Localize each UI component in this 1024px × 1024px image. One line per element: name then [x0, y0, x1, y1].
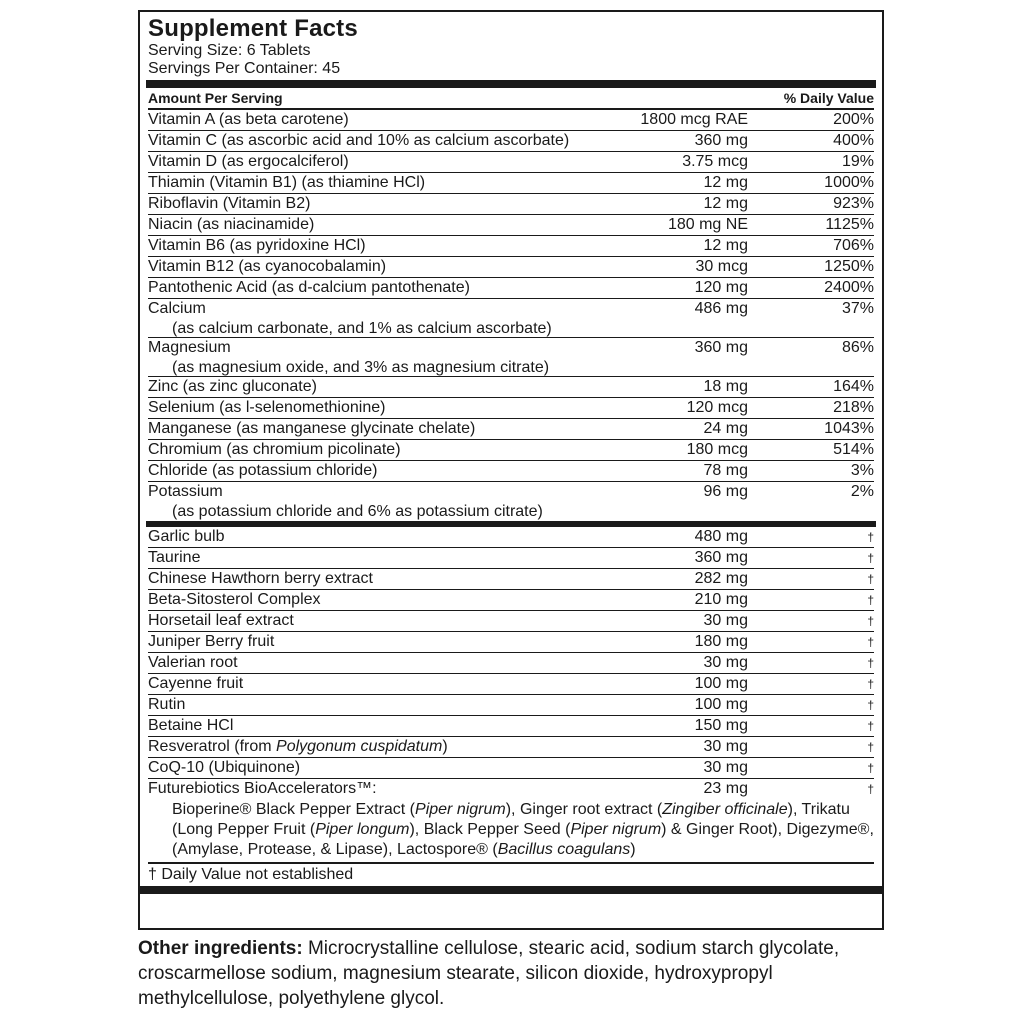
nutrient-name: Riboflavin (Vitamin B2): [148, 195, 311, 212]
nutrient-name: Chinese Hawthorn berry extract: [148, 570, 373, 587]
table-row: [148, 716, 874, 737]
table-row: [148, 257, 874, 278]
amount-value: 180 mcg: [686, 441, 748, 458]
amount-value: 12 mg: [703, 174, 748, 191]
daily-value: †: [867, 677, 874, 691]
daily-value: 218%: [833, 399, 874, 416]
amount-value: 18 mg: [703, 378, 748, 395]
amount-value: 360 mg: [694, 549, 748, 566]
amount-value: 282 mg: [694, 570, 748, 587]
daily-value: †: [867, 572, 874, 586]
amount-value: 23 mg: [703, 780, 748, 797]
amount-value: 100 mg: [694, 696, 748, 713]
amount-value: 30 mcg: [695, 258, 748, 275]
table-row: [148, 632, 874, 653]
daily-value: †: [867, 551, 874, 565]
amount-value: 30 mg: [703, 759, 748, 776]
table-row: [148, 695, 874, 716]
amount-value: 3.75 mcg: [682, 153, 748, 170]
other-ingredients-text: Microcrystalline cellulose, stearic acid, sodium starch glycolate, croscarmellose sodium, magnesium stearate, silicon dioxide, hydroxypropyl methylcellulose, polyethylene glycol.: [138, 938, 840, 1009]
thick-divider: [146, 80, 876, 88]
daily-value: 2400%: [824, 279, 874, 296]
nutrient-name: Valerian root: [148, 654, 238, 671]
daily-value: 1250%: [824, 258, 874, 275]
nutrient-name: Magnesium (as magnesium oxide, and 3% as magnesium citrate): [148, 339, 550, 376]
table-row: [148, 215, 874, 236]
daily-value: 923%: [833, 195, 874, 212]
nutrient-name: Thiamin (Vitamin B1) (as thiamine HCl): [148, 174, 426, 191]
table-row: [148, 548, 874, 569]
daily-value: 1000%: [824, 174, 874, 191]
daily-value: 164%: [833, 378, 874, 395]
daily-value: †: [867, 635, 874, 649]
amount-value: 486 mg: [694, 300, 748, 317]
amount-value: 480 mg: [694, 528, 748, 545]
table-row: [148, 278, 874, 299]
table-row: [148, 758, 874, 779]
amount-value: 30 mg: [703, 612, 748, 629]
amount-value: 24 mg: [703, 420, 748, 437]
amount-value: 1800 mcg RAE: [640, 111, 748, 128]
table-row: [148, 653, 874, 674]
daily-value: 3%: [850, 462, 874, 479]
nutrient-name: Vitamin A (as beta carotene): [148, 111, 349, 128]
amount-value: 180 mg NE: [667, 216, 748, 233]
daily-value: †: [867, 593, 874, 607]
table-row: [148, 611, 874, 632]
nutrient-name: CoQ-10 (Ubiquinone): [148, 759, 301, 776]
dv-header: % Daily Value: [783, 90, 874, 106]
amount-value: 30 mg: [703, 738, 748, 755]
nutrient-name: Juniper Berry fruit: [148, 633, 275, 650]
nutrient-name: Chromium (as chromium picolinate): [148, 441, 401, 458]
table-row: [148, 482, 874, 521]
daily-value: †: [867, 740, 874, 754]
bottom-divider: [138, 886, 884, 894]
daily-value: 86%: [841, 339, 874, 356]
vitamins-list: [148, 110, 874, 521]
table-header: [148, 88, 874, 110]
amount-value: 180 mg: [694, 633, 748, 650]
nutrient-name: Rutin: [148, 696, 186, 713]
amount-header: Amount Per Serving: [148, 90, 283, 106]
daily-value: †: [867, 761, 874, 775]
nutrient-name: Manganese (as manganese glycinate chelate): [148, 420, 476, 437]
nutrient-name: Selenium (as l-selenomethionine): [148, 399, 386, 416]
table-row: [148, 173, 874, 194]
amount-value: 12 mg: [703, 195, 748, 212]
daily-value: 19%: [841, 153, 874, 170]
table-row: [148, 674, 874, 695]
table-row: [148, 569, 874, 590]
nutrient-name: Vitamin C (as ascorbic acid and 10% as calcium ascorbate): [148, 132, 570, 149]
daily-value: 1043%: [824, 420, 874, 437]
table-row: [148, 236, 874, 257]
nutrient-name: Futurebiotics BioAccelerators™:: [148, 780, 377, 797]
table-row: [148, 377, 874, 398]
amount-value: 120 mg: [694, 279, 748, 296]
nutrient-name: Potassium (as potassium chloride and 6% as potassium citrate): [148, 483, 543, 520]
amount-value: 210 mg: [694, 591, 748, 608]
nutrient-name: Vitamin B6 (as pyridoxine HCl): [148, 237, 366, 254]
daily-value: 1125%: [825, 216, 874, 233]
nutrient-name: Chloride (as potassium chloride): [148, 462, 378, 479]
daily-value: 400%: [833, 132, 874, 149]
table-row: [148, 737, 874, 758]
table-row: [148, 110, 874, 131]
table-row: [148, 440, 874, 461]
nutrient-name: Pantothenic Acid (as d-calcium pantothenate): [148, 279, 470, 296]
amount-value: 150 mg: [694, 717, 748, 734]
other-ingredients: [138, 936, 878, 1011]
table-row: [148, 338, 874, 377]
nutrient-name: Beta-Sitosterol Complex: [148, 591, 321, 608]
footnote: † Daily Value not established: [148, 862, 874, 886]
bioaccelerators-blend: Bioperine® Black Pepper Extract (Piper nigrum), Ginger root extract (Zingiber officinale), Trikatu (Long Pepper Fruit (Piper longum), Black Pepper Seed (Piper nigrum) & Ginger Root), Digezyme®, (Amylase, Protease, & Lipase), Lactospore® (Bacillus coagulans): [172, 801, 874, 858]
amount-value: 96 mg: [703, 483, 748, 500]
table-row: [148, 152, 874, 173]
nutrient-name: Niacin (as niacinamide): [148, 216, 315, 233]
daily-value: 2%: [850, 483, 874, 500]
servings-per-container: Servings Per Container: 45: [148, 60, 341, 77]
daily-value: 37%: [841, 300, 874, 317]
nutrient-name: Betaine HCl: [148, 717, 234, 734]
daily-value: †: [867, 530, 874, 544]
table-row: [148, 590, 874, 611]
amount-value: 12 mg: [703, 237, 748, 254]
amount-value: 120 mcg: [686, 399, 748, 416]
serving-size: Serving Size: 6 Tablets: [148, 42, 311, 59]
amount-value: 30 mg: [703, 654, 748, 671]
table-row: [148, 419, 874, 440]
nutrient-name: Resveratrol (from Polygonum cuspidatum): [148, 738, 448, 755]
daily-value: †: [867, 782, 874, 796]
nutrient-name: Vitamin B12 (as cyanocobalamin): [148, 258, 387, 275]
nutrient-name: Calcium (as calcium carbonate, and 1% as calcium ascorbate): [148, 300, 552, 337]
panel-title: Supplement Facts: [148, 15, 358, 42]
daily-value: 200%: [833, 111, 874, 128]
amount-value: 360 mg: [694, 339, 748, 356]
daily-value: †: [867, 698, 874, 712]
daily-value: 706%: [833, 237, 874, 254]
table-row: [148, 299, 874, 338]
table-row: [148, 779, 874, 800]
amount-value: 100 mg: [694, 675, 748, 692]
nutrient-name: Zinc (as zinc gluconate): [148, 378, 317, 395]
supplement-facts-panel: [138, 10, 884, 930]
nutrient-name: Taurine: [148, 549, 201, 566]
table-row: [148, 398, 874, 419]
daily-value: †: [867, 656, 874, 670]
nutrient-name: Cayenne fruit: [148, 675, 244, 692]
table-row: [148, 527, 874, 548]
nutrient-name: Garlic bulb: [148, 528, 225, 545]
daily-value: †: [867, 719, 874, 733]
amount-value: 360 mg: [694, 132, 748, 149]
daily-value: †: [867, 614, 874, 628]
nutrient-name: Horsetail leaf extract: [148, 612, 294, 629]
table-row: [148, 461, 874, 482]
other-ingredients-label: Other ingredients:: [138, 938, 303, 959]
other-ingredients-list: [148, 527, 874, 800]
nutrient-name: Vitamin D (as ergocalciferol): [148, 153, 349, 170]
table-row: [148, 131, 874, 152]
daily-value: 514%: [833, 441, 874, 458]
amount-value: 78 mg: [703, 462, 748, 479]
table-row: [148, 194, 874, 215]
